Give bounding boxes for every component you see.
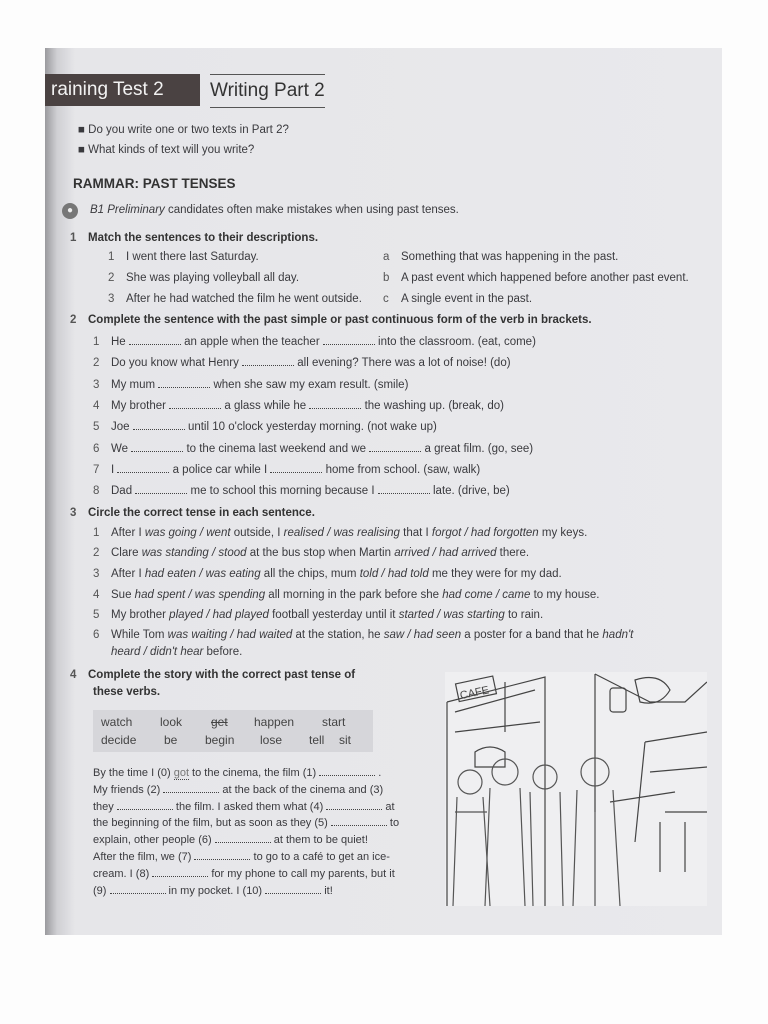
- sentence-text: until 10 o'clock yesterday morning. (not wake up): [184, 421, 437, 434]
- tense-options[interactable]: was going / went: [144, 527, 231, 539]
- ex4-heading: [70, 669, 355, 681]
- story-text: By the time I (0): [93, 767, 174, 779]
- ex-instruction: Match the sentences to their descriptions.: [88, 232, 319, 244]
- story-text: to go to a café to get an ice-: [250, 851, 390, 863]
- sentence-text: all evening? There was a lot of noise! (do): [294, 357, 511, 370]
- ex-number: 2: [70, 314, 77, 326]
- answer-blank[interactable]: [331, 816, 387, 826]
- item-text: Something that was happening in the past.: [401, 251, 619, 263]
- item-number: 3: [93, 568, 100, 580]
- story-line: [93, 867, 395, 880]
- gap-fill-sentence: [93, 378, 408, 391]
- sentence-text: to my house.: [530, 589, 600, 601]
- tense-options[interactable]: told / had told: [359, 568, 429, 580]
- story-line: [93, 800, 395, 813]
- ex-instruction: Complete the sentence with the past simple or past continuous form of the verb in brackets.: [88, 314, 592, 326]
- match-sentence: [108, 293, 362, 305]
- ex-instruction: Circle the correct tense in each sentence.: [88, 507, 315, 519]
- grammar-heading: RAMMAR: PAST TENSES: [73, 176, 236, 191]
- gap-fill-sentence: [93, 356, 511, 369]
- sentence-text: to rain.: [504, 609, 544, 621]
- story-text: to the cinema, the film (1): [189, 767, 320, 779]
- sentence-text: before.: [203, 646, 243, 658]
- bullet-text: What kinds of text will you write?: [88, 144, 255, 156]
- bullet-1: ■ Do you write one or two texts in Part 2?: [78, 124, 289, 136]
- story-line: [93, 850, 390, 863]
- tense-options[interactable]: saw / had seen: [383, 629, 462, 641]
- answer-blank[interactable]: [265, 884, 321, 894]
- tense-options[interactable]: played / had played: [169, 609, 269, 621]
- sentence-text: all morning in the park before she: [265, 589, 443, 601]
- item-number: 8: [93, 485, 100, 498]
- tense-options[interactable]: hadn't: [602, 629, 634, 641]
- circle-sentence: [93, 527, 587, 539]
- tip-icon: ●: [62, 203, 78, 219]
- sentence-text: We: [111, 442, 132, 455]
- gap-fill-sentence: [93, 420, 437, 433]
- tense-options[interactable]: was waiting / had waited: [167, 629, 293, 641]
- verb-word: decide: [101, 733, 137, 747]
- ex3-heading: [70, 507, 315, 519]
- sentence-text: Sue: [111, 589, 135, 601]
- ex-number: 3: [70, 507, 77, 519]
- story-line: [93, 833, 368, 846]
- story-text: it!: [321, 884, 333, 897]
- match-description: [383, 293, 532, 305]
- sentence-text: While Tom: [111, 629, 168, 641]
- item-text: I went there last Saturday.: [126, 251, 259, 263]
- story-text: they: [93, 800, 117, 813]
- sentence-text: there.: [496, 547, 530, 559]
- sentence-text: Dad: [111, 485, 136, 498]
- cafe-sign-text: CAFE: [458, 684, 491, 703]
- page-title: Writing Part 2: [210, 74, 325, 108]
- item-letter: c: [383, 293, 389, 305]
- item-number: 3: [93, 378, 100, 391]
- item-text: After he had watched the film he went outside.: [126, 293, 362, 305]
- answer-blank[interactable]: [270, 463, 322, 473]
- sentence-text: when she saw my exam result. (smile): [210, 378, 409, 391]
- answer-blank[interactable]: [369, 442, 421, 452]
- answer-blank[interactable]: [194, 850, 250, 860]
- sentence-text: a police car while I: [169, 463, 271, 476]
- sentence-text: to the cinema last weekend and we: [183, 442, 370, 455]
- verb-word: begin: [205, 733, 235, 747]
- answer-blank[interactable]: [152, 867, 208, 877]
- answer-blank[interactable]: [131, 442, 183, 452]
- circle-sentence: [93, 629, 633, 641]
- item-letter: a: [383, 251, 390, 263]
- sentence-text: my keys.: [538, 527, 588, 539]
- tense-options[interactable]: started / was starting: [398, 609, 505, 621]
- bullet-text: Do you write one or two texts in Part 2?: [88, 124, 289, 136]
- item-number: 4: [93, 589, 100, 601]
- sentence-text: Do you know what Henry: [111, 357, 243, 370]
- tense-options[interactable]: had come / came: [442, 589, 531, 601]
- circle-sentence: [93, 547, 529, 559]
- answer-blank[interactable]: [163, 783, 219, 793]
- story-text: cream. I (8): [93, 867, 153, 880]
- sentence-text: My mum: [111, 378, 159, 391]
- story-text: for my phone to call my parents, but it: [208, 867, 395, 880]
- sentence-text: My brother: [111, 399, 170, 412]
- sentence-text: Joe: [111, 421, 133, 434]
- story-text: .: [375, 767, 382, 779]
- item-text: A single event in the past.: [401, 293, 533, 305]
- sentence-text: all the chips, mum: [260, 568, 360, 580]
- answer-blank[interactable]: [378, 484, 430, 494]
- story-text: My friends (2): [93, 783, 164, 796]
- verb-word: sit: [339, 733, 351, 747]
- sentence-text: me to school this morning because I: [187, 485, 378, 498]
- item-number: 6: [93, 442, 100, 455]
- story-line: [93, 816, 399, 829]
- verb-box: [93, 710, 373, 752]
- verb-word: watch: [101, 715, 133, 729]
- gap-fill-sentence: [93, 484, 510, 497]
- item-number: 7: [93, 463, 100, 476]
- sentence-text: outside, I: [230, 527, 284, 539]
- verb-word: tell: [309, 733, 325, 747]
- tense-options[interactable]: was standing / stood: [141, 547, 247, 559]
- story-text: (9): [93, 884, 110, 897]
- sentence-text: football yesterday until it: [268, 609, 399, 621]
- example-answer: got: [173, 767, 189, 779]
- verb-word: start: [322, 715, 346, 729]
- story-text: After the film, we (7): [93, 851, 195, 863]
- tense-options[interactable]: arrived / had arrived: [394, 547, 497, 559]
- answer-blank[interactable]: [133, 420, 185, 430]
- match-sentence: [108, 272, 299, 284]
- answer-blank[interactable]: [158, 378, 210, 388]
- item-text: She was playing volleyball all day.: [126, 272, 300, 284]
- tense-options[interactable]: forgot / had forgotten: [431, 527, 539, 539]
- ex-number: 1: [70, 232, 77, 244]
- tip-italic: B1 Preliminary: [90, 204, 165, 216]
- story-text: at them to be quiet!: [270, 834, 368, 847]
- answer-blank[interactable]: [323, 335, 375, 345]
- answer-blank[interactable]: [309, 399, 361, 409]
- gap-fill-sentence: [93, 335, 536, 348]
- sentence-text: I: [111, 463, 118, 476]
- item-number: 2: [93, 547, 100, 559]
- verb-word: be: [164, 733, 178, 747]
- item-number: 2: [93, 357, 100, 370]
- answer-blank[interactable]: [117, 463, 169, 473]
- sentence-text: at the station, he: [292, 629, 384, 641]
- answer-blank[interactable]: [117, 800, 173, 810]
- verb-word: get: [211, 715, 228, 729]
- ex1-heading: [70, 232, 318, 244]
- sentence-text: late. (drive, be): [429, 485, 510, 498]
- story-line: [93, 766, 381, 779]
- item-number: 1: [108, 251, 115, 263]
- story-text: the beginning of the film, but as soon as they (5): [93, 817, 331, 830]
- sentence-text: Clare: [111, 547, 142, 559]
- answer-blank[interactable]: [215, 833, 271, 843]
- tip-line: [62, 203, 459, 219]
- section-label: raining Test 2: [45, 74, 200, 106]
- answer-blank[interactable]: [135, 484, 187, 494]
- item-number: 2: [108, 272, 115, 284]
- verb-word: look: [160, 715, 183, 729]
- circle-sentence: [93, 589, 599, 601]
- gap-fill-sentence: [93, 442, 533, 455]
- item-number: 6: [93, 629, 100, 641]
- sentence-text: a poster for a band that he: [461, 629, 603, 641]
- story-text: the film. I asked them what (4): [172, 800, 327, 813]
- match-sentence: [108, 251, 259, 263]
- tense-options[interactable]: realised / was realising: [283, 527, 400, 539]
- tense-options[interactable]: had eaten / was eating: [144, 568, 261, 580]
- ex-number: 4: [70, 669, 77, 681]
- answer-blank[interactable]: [110, 884, 166, 894]
- gap-fill-sentence: [93, 463, 480, 476]
- story-text: at the back of the cinema and (3): [219, 783, 384, 796]
- story-text: at: [382, 800, 395, 813]
- sentence-text: a glass while he: [221, 399, 310, 412]
- ex-instruction-cont: these verbs.: [93, 686, 161, 698]
- answer-blank[interactable]: [169, 399, 221, 409]
- match-description: [383, 251, 618, 263]
- sentence-text: me they were for my dad.: [428, 568, 562, 580]
- item-number: 3: [108, 293, 115, 305]
- tense-options[interactable]: had spent / was spending: [134, 589, 266, 601]
- item-number: 4: [93, 399, 100, 412]
- story-text: to: [386, 817, 400, 830]
- tense-options[interactable]: heard / didn't hear: [111, 646, 204, 658]
- circle-sentence: [93, 609, 543, 621]
- sentence-text: He: [111, 336, 129, 348]
- ex2-heading: [70, 314, 592, 326]
- answer-blank[interactable]: [129, 335, 181, 345]
- verb-word: happen: [254, 715, 295, 729]
- circle-sentence: [93, 568, 562, 580]
- answer-blank[interactable]: [326, 800, 382, 810]
- story-text: explain, other people (6): [93, 834, 215, 847]
- sentence-text: After I: [111, 568, 145, 580]
- story-line: [93, 884, 333, 897]
- story-text: in my pocket. I (10): [165, 884, 266, 897]
- sentence-text: After I: [111, 527, 145, 539]
- bullet-2: ■ What kinds of text will you write?: [78, 144, 255, 156]
- sentence-text: My brother: [111, 609, 170, 621]
- item-text: A past event which happened before another past event.: [401, 272, 689, 284]
- cafe-illustration: [445, 672, 707, 906]
- sentence-text: home from school. (saw, walk): [322, 463, 481, 476]
- match-description: [383, 272, 689, 284]
- item-number: 1: [93, 336, 100, 348]
- sentence-text: that I: [399, 527, 432, 539]
- item-number: 1: [93, 527, 100, 539]
- circle-sentence-cont: [111, 646, 242, 658]
- sentence-text: into the classroom. (eat, come): [374, 336, 536, 348]
- verb-word: lose: [260, 733, 283, 747]
- sentence-text: the washing up. (break, do): [361, 399, 504, 412]
- sentence-text: a great film. (go, see): [421, 442, 534, 455]
- tip-text: candidates often make mistakes when using past tenses.: [164, 204, 459, 216]
- item-letter: b: [383, 272, 390, 284]
- sentence-text: an apple when the teacher: [180, 336, 323, 348]
- story-line: [93, 783, 383, 796]
- gap-fill-sentence: [93, 399, 504, 412]
- sentence-text: at the bus stop when Martin: [246, 547, 395, 559]
- answer-blank[interactable]: [319, 766, 375, 776]
- item-number: 5: [93, 609, 100, 621]
- answer-blank[interactable]: [242, 356, 294, 366]
- item-number: 5: [93, 421, 100, 434]
- ex-instruction: Complete the story with the correct past tense of: [88, 669, 356, 681]
